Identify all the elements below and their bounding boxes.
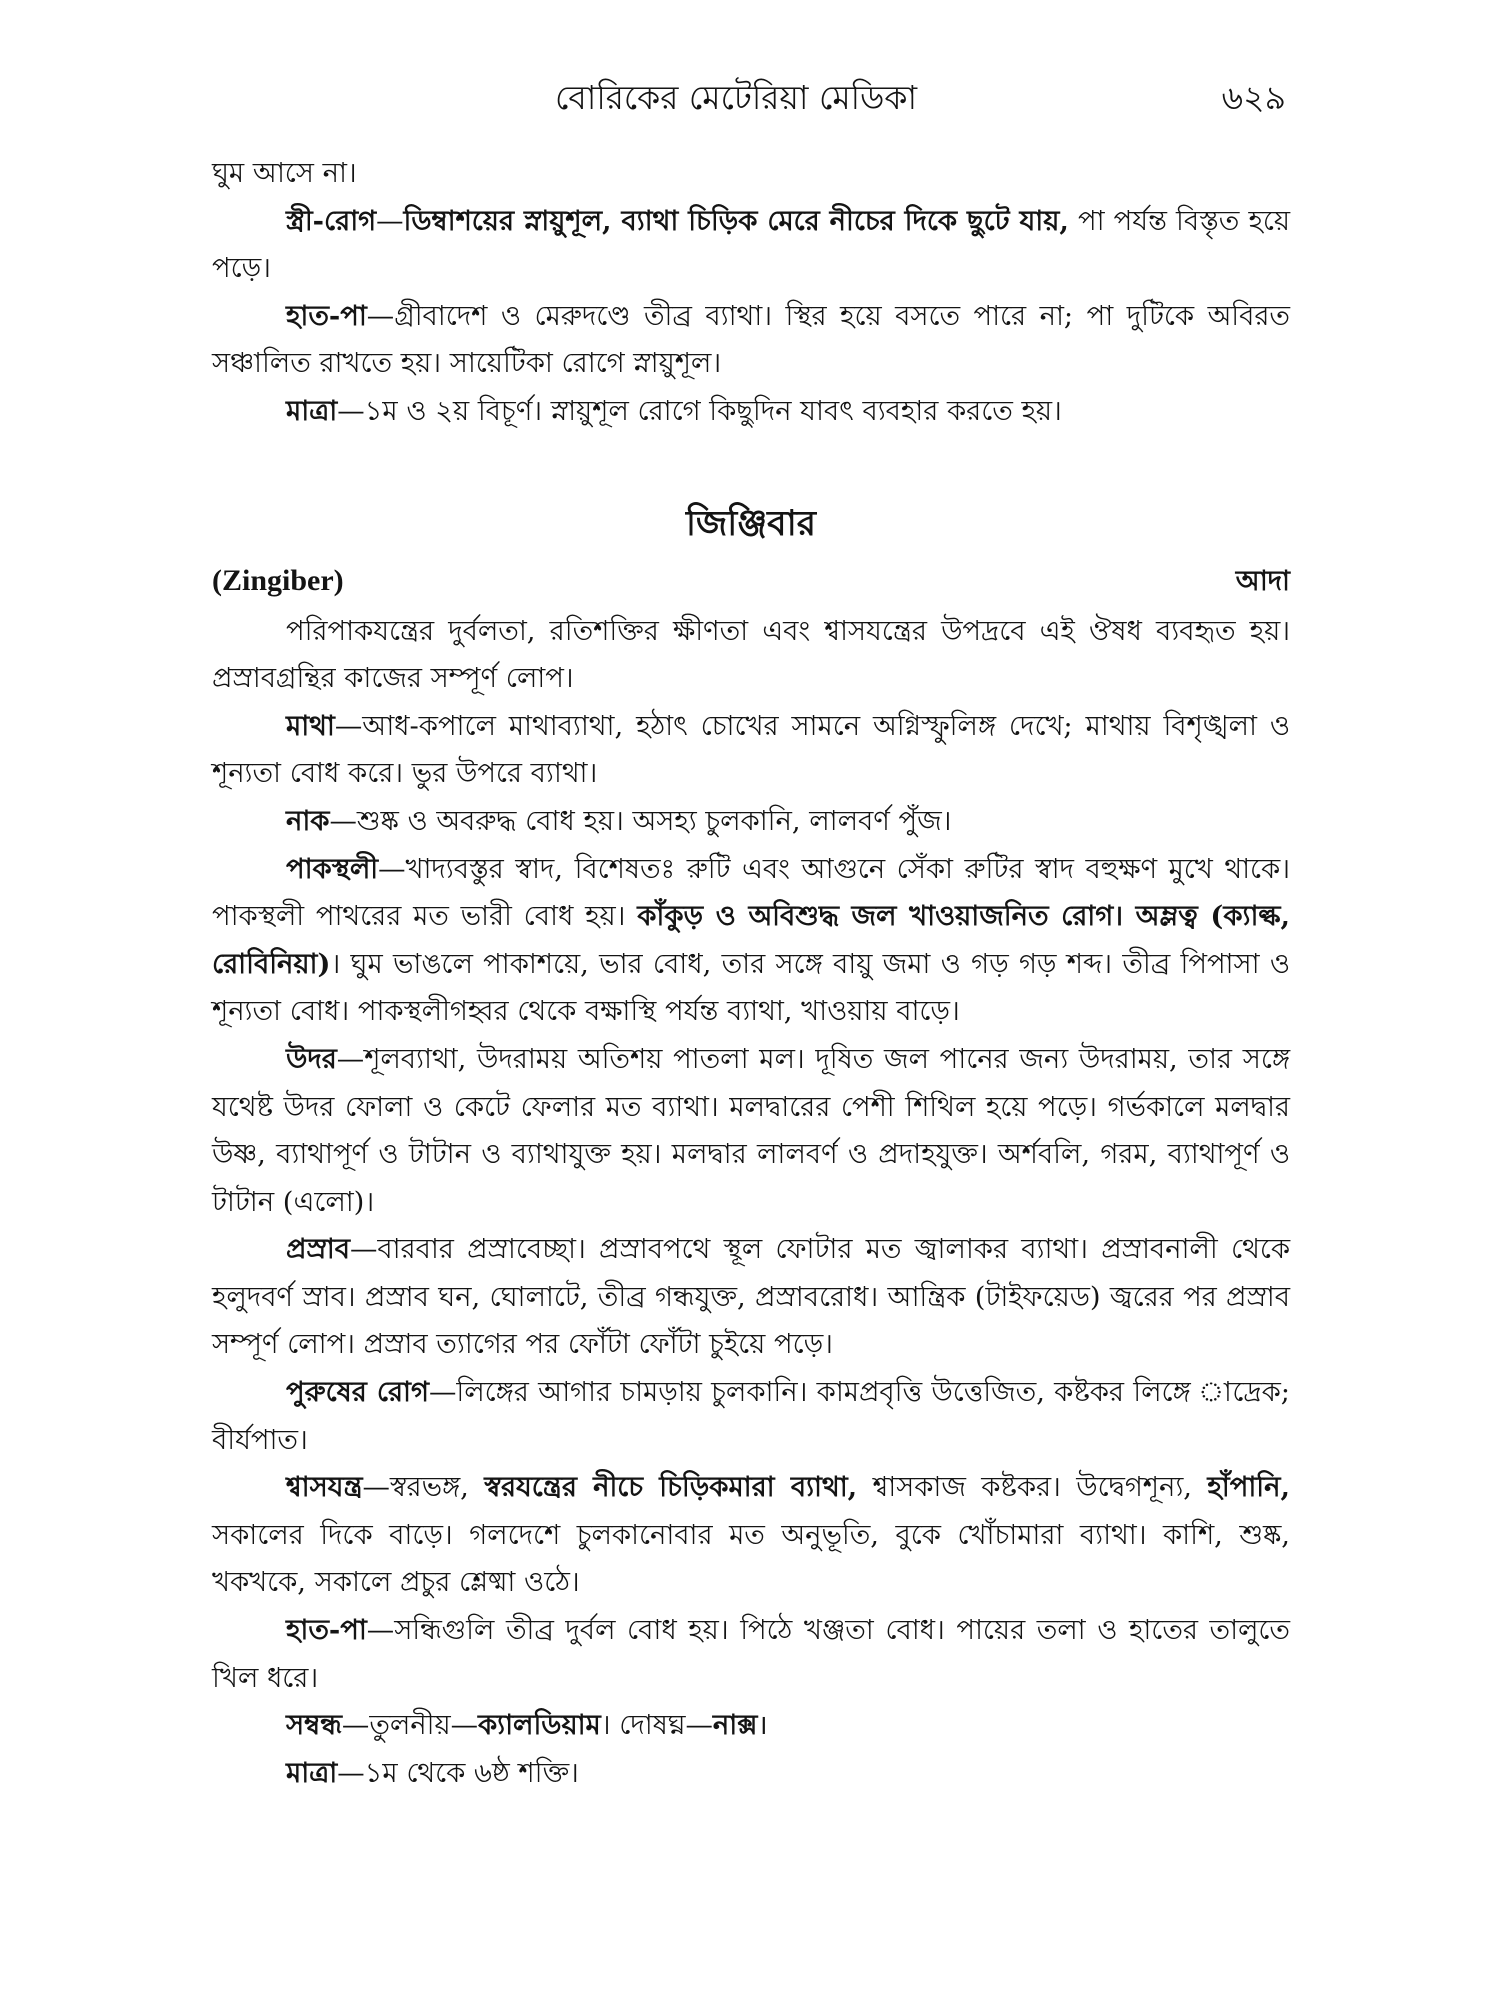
paragraph [212, 198, 1290, 293]
bold-run: হাঁপানি, [1207, 1471, 1290, 1504]
paragraph [212, 388, 1290, 436]
text-run: —লিঙ্গের আগার চামড়ায় চুলকানি। কামপ্রবৃত্তি উত্তেজিত, কষ্টকর লিঙ্গে াদ্রেক; বীর্যপাত। [212, 1377, 1290, 1456]
bold-run: হাত-পা [286, 1614, 367, 1647]
latin-name: (Zingiber) [212, 563, 344, 597]
text-run: সকালের দিকে বাড়ে। গলদেশে চুলকানোবার মত অনুভূতি, বুকে খোঁচামারা ব্যাথা। কাশি, শুষ্ক, খকখকে, সকালে প্রচুর শ্লেষ্মা ওঠে। [212, 1519, 1290, 1599]
text-run: । ঘুম ভাঙলে পাকাশয়ে, ভার বোধ, তার সঙ্গে বায়ু জমা ও গড় গড় শব্দ। তীব্র পিপাসা ও শূন্যতা বোধ। পাকস্থলীগহ্বর থেকে বক্ষাস্থি পর্যন্ত ব্যাথা, খাওয়ায় বাড়ে। [212, 948, 1290, 1028]
bold-run: মাত্রা [286, 1756, 338, 1789]
text-run: —তুলনীয়— [341, 1710, 478, 1742]
paragraph [212, 1750, 1290, 1798]
text-run: —১ম থেকে ৬ষ্ঠ শক্তি। [337, 1757, 579, 1789]
text-run: শ্বাসকাজ কষ্টকর। উদ্বেগশূন্য, [857, 1472, 1208, 1504]
text-run: পরিপাকযন্ত্রের দুর্বলতা, রতিশক্তির ক্ষীণতা এবং শ্বাসযন্ত্রের উপদ্রবে এই ঔষধ ব্যবহৃত হয়। প্রস্রাবগ্রন্থির কাজের সম্পূর্ণ লোপ। [212, 615, 1290, 695]
paragraph [212, 846, 1290, 1036]
bold-run: ডিম্বাশয়ের স্নায়ুশূল, ব্যাথা চিড়িক মেরে নীচের দিকে ছুটে যায়, [403, 204, 1069, 237]
bold-run: মাথা [286, 709, 335, 742]
paragraph [212, 1464, 1290, 1607]
body-text [212, 150, 1290, 1797]
running-title: বোরিকের মেটেরিয়া মেডিকা [555, 78, 918, 117]
text-run: পা পর্যন্ত বিস্তৃত হয়ে পড়ে। [212, 205, 1290, 285]
bold-run: স্বরযন্ত্রের নীচে চিড়িকমারা ব্যাথা, [484, 1471, 858, 1504]
bold-run: পুরুষের রোগ [286, 1376, 429, 1409]
section-title: জিঞ্জিবার [685, 502, 817, 544]
previous-entry [212, 150, 1290, 436]
section-spacer [212, 436, 1290, 496]
bold-run: ক্যালডিয়াম [478, 1709, 601, 1742]
common-name: আদা [1235, 564, 1290, 597]
remedy-name-row [212, 556, 1290, 606]
paragraph [212, 798, 1290, 846]
text-run: । দোষঘ্ন— [600, 1710, 713, 1742]
text-run: —শূলব্যাথা, উদরাময় অতিশয় পাতলা মল। দূষিত জল পানের জন্য উদরাময়, তার সঙ্গে যথেষ্ট উদর ফোলা ও কেটে ফেলার মত ব্যাথা। মলদ্বারের পেশী শিথিল হয়ে পড়ে। গর্ভকালে মলদ্বার উষ্ণ, ব্যাথাপূর্ণ ও টাটান ও ব্যাথাযুক্ত হয়। মলদ্বার লালবর্ণ ও প্রদাহযুক্ত। অর্শবলি, গরম, ব্যাথাপূর্ণ ও টাটান (এলো)। [212, 1043, 1290, 1218]
text-run: —খাদ্যবস্তুর স্বাদ, বিশেষতঃ রুটি এবং আগুনে সেঁকা রুটির স্বাদ বহুক্ষণ মুখে থাকে। পাকস্থলী পাথরের মত ভারী বোধ হয়। [212, 853, 1290, 933]
bold-run: স্ত্রী-রোগ [286, 204, 377, 237]
page-number: ৬২৯ [1221, 78, 1286, 117]
paragraph [212, 1036, 1290, 1226]
bold-run: হাত-পা [286, 299, 367, 332]
text-run: —১ম ও ২য় বিচূর্ণ। স্নায়ুশূল রোগে কিছুদিন যাবৎ ব্যবহার করতে হয়। [337, 395, 1062, 427]
bold-run: প্রস্রাব [286, 1233, 350, 1266]
paragraph [212, 1369, 1290, 1464]
paragraph [212, 150, 1290, 198]
paragraph [212, 703, 1290, 798]
text-run: — [376, 205, 404, 237]
paragraph [212, 1607, 1290, 1702]
text-run: ঘুম আসে না। [212, 158, 357, 189]
text-run: —বারবার প্রস্রাবেচ্ছা। প্রস্রাবপথে স্থূল ফোটার মত জ্বালাকর ব্যাথা। প্রস্রাবনালী থেকে হলুদবর্ণ স্রাব। প্রস্রাব ঘন, ঘোলাটে, তীব্র গন্ধযুক্ত, প্রস্রাবরোধ। আন্ত্রিক (টাইফয়েড) জ্বরের পর প্রস্রাব সম্পূর্ণ লোপ। প্রস্রাব ত্যাগের পর ফোঁটা ফোঁটা চুইয়ে পড়ে। [212, 1234, 1290, 1361]
bold-run: নাক্স [712, 1709, 758, 1742]
bold-run: নাক [286, 804, 330, 837]
bold-run: শ্বাসযন্ত্র [286, 1471, 363, 1504]
running-header [0, 72, 1500, 124]
section-body [212, 608, 1290, 1798]
paragraph [212, 293, 1290, 388]
paragraph [212, 608, 1290, 703]
bold-run: কাঁকুড় ও অবিশুদ্ধ জল খাওয়াজনিত রোগ। অম্লত্ব (ক্যাল্ক, রোবিনিয়া) [212, 900, 1291, 980]
text-run: । [757, 1710, 768, 1742]
bold-run: উদর [286, 1042, 337, 1075]
bold-run: পাকস্থলী [286, 852, 379, 885]
bold-run: মাত্রা [286, 394, 338, 427]
paragraph [212, 1702, 1290, 1750]
text-run: —সন্ধিগুলি তীব্র দুর্বল বোধ হয়। পিঠে খঞ্জতা বোধ। পায়ের তলা ও হাতের তালুতে খিল ধরে। [212, 1615, 1290, 1694]
text-run: —আধ-কপালে মাথাব্যাথা, হঠাৎ চোখের সামনে অগ্নিস্ফুলিঙ্গ দেখে; মাথায় বিশৃঙ্খলা ও শূন্যতা বোধ করে। ভুর উপরে ব্যাথা। [212, 710, 1290, 790]
paragraph [212, 1226, 1290, 1369]
text-run: —স্বরভঙ্গ, [362, 1472, 485, 1504]
text-run: —শুষ্ক ও অবরুদ্ধ বোধ হয়। অসহ্য চুলকানি, লালবর্ণ পুঁজ। [329, 805, 952, 837]
bold-run: সম্বন্ধ [286, 1709, 342, 1742]
text-run: —গ্রীবাদেশ ও মেরুদণ্ডে তীব্র ব্যাথা। স্থির হয়ে বসতে পারে না; পা দুটিকে অবিরত সঞ্চালিত রাখতে হয়। সায়েটিকা রোগে স্নায়ুশূল। [212, 300, 1290, 380]
